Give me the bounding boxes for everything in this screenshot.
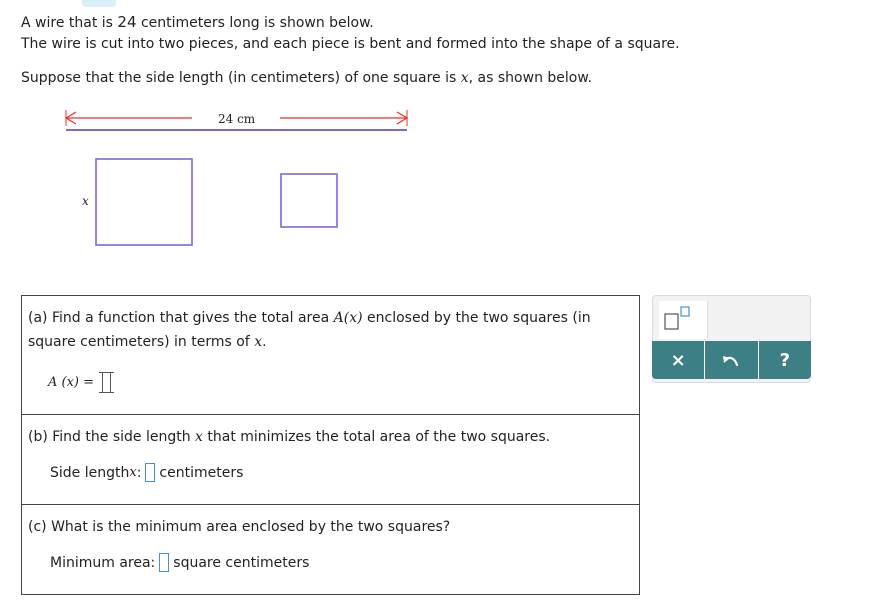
part-b-answer-row: Side length x : centimeters <box>50 464 244 481</box>
part-a-question: (a) Find a function that gives the total area A(x) enclosed by the two squares (in square centimeters) in terms of x. <box>28 310 591 350</box>
undo-button[interactable] <box>705 341 758 379</box>
undo-icon <box>721 352 741 368</box>
part-c-question: (c) What is the minimum area enclosed by the two squares? <box>28 519 451 535</box>
large-square <box>96 159 192 245</box>
intro-line-3: Suppose that the side length (in centimeters) of one square is x, as shown below. <box>21 70 592 86</box>
wire-length-label: 24 cm <box>218 112 256 126</box>
fraction-template-icon <box>659 301 707 339</box>
small-square <box>281 174 337 227</box>
question-panel <box>21 295 640 595</box>
clear-button[interactable]: × <box>652 341 705 379</box>
side-length-unit: centimeters <box>159 464 244 481</box>
intro-line-1: A wire that is 24 centimeters long is shown below. <box>21 13 374 31</box>
part-a-answer-row <box>48 372 115 393</box>
minimum-area-input[interactable] <box>159 553 169 572</box>
part-c-answer-row: Minimum area: square centimeters <box>50 554 310 571</box>
wire-figure <box>0 100 460 260</box>
help-button[interactable]: ? <box>779 349 791 371</box>
intro-line-2: The wire is cut into two pieces, and each piece is bent and formed into the shape of a square. <box>21 36 680 52</box>
problem-intro <box>21 12 781 89</box>
function-answer-input[interactable] <box>102 372 111 393</box>
math-toolbar <box>652 295 811 383</box>
toolbar-action-bar <box>652 341 811 379</box>
function-label: A (x) = <box>48 375 95 390</box>
part-c <box>22 505 639 594</box>
minimum-area-unit: square centimeters <box>173 554 310 571</box>
top-tab-indicator <box>82 0 116 7</box>
fraction-template-button[interactable] <box>659 301 708 339</box>
part-b-question: (b) Find the side length x that minimizes the total area of the two squares. <box>28 429 551 445</box>
side-length-label: x <box>82 194 89 208</box>
part-b <box>22 415 639 505</box>
part-a <box>22 296 639 415</box>
side-length-input[interactable] <box>145 463 155 482</box>
